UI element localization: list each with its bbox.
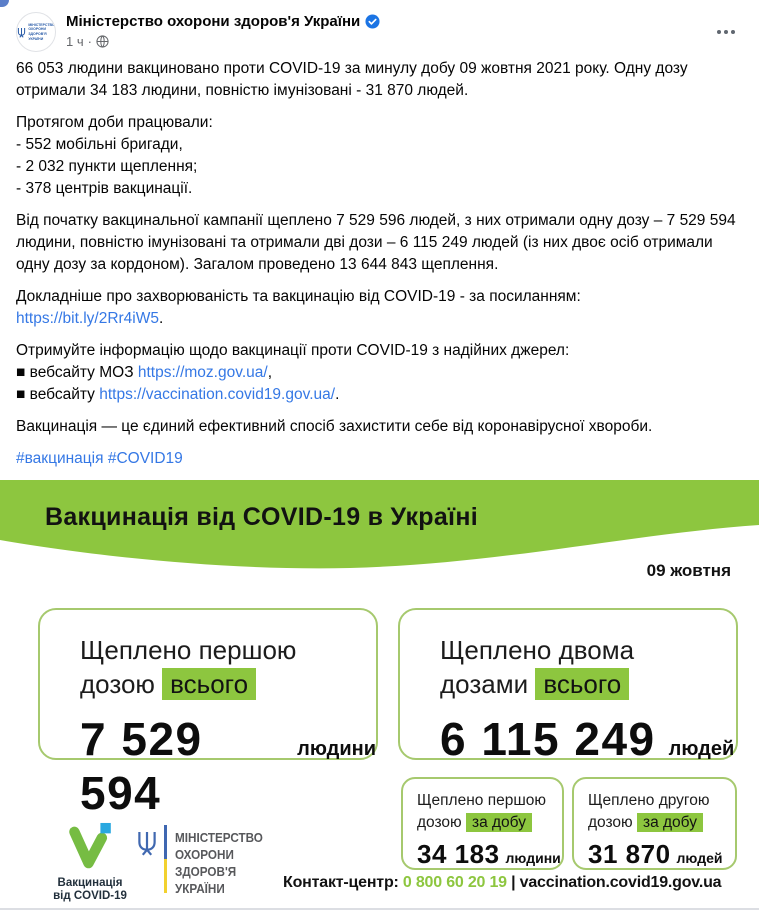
flag-bar (164, 825, 167, 893)
stat-value: 31 870 (588, 839, 671, 869)
post-paragraph: Вакцинація — це єдиний ефективний спосіб захистити себе від коронавірусної хвороби. (16, 418, 653, 435)
highlight-badge: всього (162, 668, 256, 700)
post-image-infographic[interactable] (0, 480, 759, 908)
meta-separator: · (87, 34, 92, 49)
post-paragraph: Отримуйте інформацію щодо вакцинації проти COVID-19 з надійних джерел: ■ вебсайту МОЗ https://moz.gov.ua/, ■ вебсайту https://vaccination.covid19.gov.ua/. (16, 342, 570, 403)
highlight-badge: за добу (466, 813, 532, 832)
trident-icon (136, 829, 158, 857)
bitly-link[interactable]: https://bit.ly/2Rr4iW5 (16, 310, 159, 327)
vaccination-campaign-logo: Вакцинація від COVID-19 (42, 821, 138, 903)
hashtag-link[interactable]: #COVID19 (107, 450, 183, 467)
contact-separator: | (511, 874, 516, 891)
stat-card-second-dose-daily: Щеплено другою дозою за добу 31 870 людей (572, 777, 737, 870)
infographic-title: Вакцинація від COVID-19 в Україні (45, 503, 479, 531)
avatar-text-line: ЗДОРОВ'Я (28, 32, 47, 36)
stat-unit: людей (668, 738, 735, 760)
contact-center-line (283, 874, 721, 892)
stat-unit: людей (676, 850, 723, 866)
moz-link[interactable]: https://moz.gov.ua/ (137, 364, 268, 381)
globe-privacy-icon (96, 35, 109, 48)
highlight-badge: всього (535, 668, 629, 700)
dots-icon (717, 30, 721, 34)
stat-card-two-doses-total: Щеплено двома дозами всього 6 115 249 людей (398, 608, 738, 760)
bottom-divider (0, 908, 759, 910)
post-paragraph: Докладніше про захворюваність та вакцинацію від COVID-19 - за посиланням: https://bit.ly/2Rr4iW5. (16, 288, 581, 327)
highlight-badge: за добу (637, 813, 703, 832)
infographic-date: 09 жовтня (646, 561, 731, 580)
stat-value: 7 529 594 (80, 713, 203, 819)
post-paragraph: Протягом доби працювали: - 552 мобільні бригади, - 2 032 пункти щеплення; - 378 центрів вакцинації. (16, 114, 213, 197)
stat-value: 34 183 (417, 839, 500, 869)
page-avatar[interactable] (16, 12, 56, 52)
contact-phone: 0 800 60 20 19 (402, 874, 507, 891)
post-header (0, 0, 759, 54)
contact-site: vaccination.covid19.gov.ua (519, 874, 722, 891)
avatar-text-line: ОХОРОНИ (28, 27, 46, 32)
hashtag-link[interactable]: #вакцинація (16, 450, 104, 467)
post-paragraph: Від початку вакцинальної кампанії щеплено 7 529 596 людей, з них отримали одну дозу – 7 529 594 людини, повністю імунізовані та отримали дві дози – 6 115 249 людей (із них двоє осіб отримали одну дозу за кордоном). Загалом проведено 13 644 843 щеплення. (16, 212, 736, 273)
contact-label: Контакт-центр: (283, 874, 399, 891)
post-hashtags (16, 448, 743, 470)
page-name-link[interactable]: Міністерство охорони здоров'я України (66, 13, 361, 30)
post-timestamp[interactable]: 1 ч (66, 34, 84, 49)
avatar-logo (17, 23, 54, 41)
stat-unit: людини (505, 850, 561, 866)
avatar-text-line: МІНІСТЕРСТВО (28, 22, 55, 27)
stat-value: 6 115 249 (440, 713, 656, 765)
ministry-logo: МІНІСТЕРСТВО ОХОРОНИ ЗДОРОВ'Я УКРАЇНИ (136, 825, 273, 897)
trident-icon (17, 26, 26, 39)
stat-unit: людини (297, 738, 376, 760)
vaccination-site-link[interactable]: https://vaccination.covid19.gov.ua/ (99, 386, 336, 403)
verified-badge-icon (365, 14, 380, 29)
post-paragraph: 66 053 людини вакциновано проти COVID-19 за минулу добу 09 жовтня 2021 року. Одну дозу отримали 34 183 людини, повністю імунізовані - 31 870 людей. (16, 60, 688, 99)
more-options-button[interactable] (711, 24, 741, 40)
avatar-text-line: УКРАЇНИ (28, 36, 44, 41)
stat-card-first-dose-total: Щеплено першою дозою всього 7 529 594 людини (38, 608, 378, 760)
post-text (0, 54, 759, 470)
stat-card-first-dose-daily: Щеплено першою дозою за добу 34 183 людини (401, 777, 564, 870)
v-check-icon (64, 821, 116, 871)
